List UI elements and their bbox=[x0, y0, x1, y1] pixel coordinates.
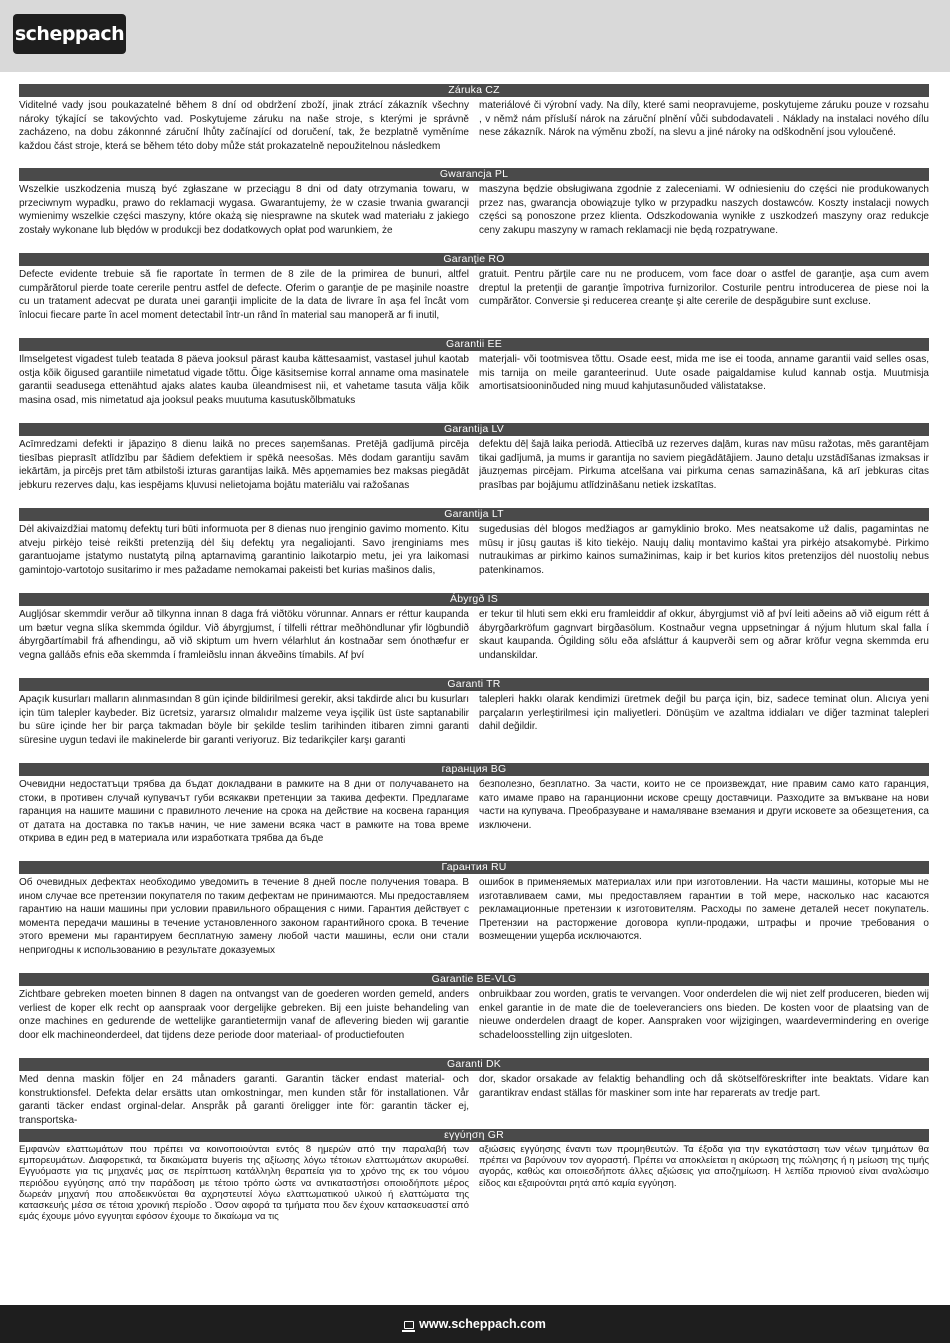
section-title: Gwarancja PL bbox=[19, 168, 929, 181]
section-cz bbox=[19, 84, 929, 153]
section-title: Garantie BE-VLG bbox=[19, 973, 929, 986]
section-gr bbox=[19, 1129, 929, 1222]
section-text-left: Ilmselgetest vigadest tuleb teatada 8 päeva jooksul pärast kauba kättesaamist, vastasel juhul kaotab ostja kõik õigused garantiile nimetatud vigade tõttu. Õige käsitsemise korral anname oma masinatele garantii seadusega ettenähtud ajaks alates kauba üleandmisest nii, et vahetame tasuta välja kõik masina osad, mis nimetatud aja jooksul peaks muutuma kasutuskõlbmatuks bbox=[19, 354, 469, 406]
section-title: гаранция BG bbox=[19, 763, 929, 776]
section-text-left: Augljósar skemmdir verður að tilkynna innan 8 daga frá viðtöku vörunnar. Annars er réttur kaupanda um bætur vegna slíka skemmda ógildur. Við ábyrgjumst, í tilfelli réttrar meðhöndlunar yfir lögbundið ábyrgðartímabil frá afhendingu, að við skiptum um hvern vélarhlut án kostnaðar sem ónothæfur er vegna galláðs efnis eða skemmda í framleiðslu innan ákveðins tímabils. Af því bbox=[19, 609, 469, 661]
section-text-right: materjali- või tootmisvea tõttu. Osade eest, mida me ise ei tooda, anname garantii vaid selles osas, mis tarnija on meile garanteerinud. Uute osade paigaldamise kulud kannab ostja. Muutmisja amortisatsiooninõuded ning muud kahjutasunõuded välistatakse. bbox=[479, 354, 929, 393]
section-text-right: безполезно, безплатно. За части, които не се произвеждат, ние правим само като гаранция, като имаме право на гаранционни искове срещу доставчици. Разходите за вмъкване на нови части на купувача. Преобразуване и намаляване вземания и други исковете за обезщетения, са изключени. bbox=[479, 779, 929, 831]
computer-icon bbox=[404, 1321, 414, 1329]
section-text-left: Zichtbare gebreken moeten binnen 8 dagen na ontvangst van de goederen worden gemeld, anders verliest de koper elk recht op aanspraak voor dergelijke gebreken. Bij een juiste behandeling van onze machines en gedurende de wettelijke garantietermijn vanaf de aflevering bieden wij garantie door elk machineonderdeel, dat tijdens deze periode door materiaal- of productiefouten bbox=[19, 989, 469, 1041]
section-text-right: er tekur til hluti sem ekki eru framleiddir af okkur, ábyrgjumst við af því leiti aðeins að við eigum rétt á ábyrgðarkröfum gagnvart birgðasölum. Kostnaður vegna uppsetningar á nýjum hlutum skal falla í skaut kaupanda. Ógilding sölu eða afsláttur á kaupverði sem og aðrar kröfur vegna skemmda eru undanskildar. bbox=[479, 609, 929, 661]
section-be-vlg bbox=[19, 973, 929, 1042]
section-title: Garanti DK bbox=[19, 1058, 929, 1071]
section-title: Záruka CZ bbox=[19, 84, 929, 97]
section-title: Garantii EE bbox=[19, 338, 929, 351]
section-text-right: αξιώσεις εγγύησης έναντι των προμηθευτών. Τα έξοδα για την εγκατάσταση των νέων τμημάτων θα πρέπει να βαρύνουν τον αγοραστή. Πρέπει να αποκλείεται η ακύρωση της πώλησης ή η μείωση της τιμής αγοράς, καθώς και οποιεσδήποτε άλλες αξιώσεις για αποζημίωση. Η λεπίδα πριονιού είναι αναλώσιμο είδος και εξαιρούνται ρητά από καμία εγγύηση. bbox=[479, 1144, 929, 1189]
section-text-left: Acīmredzami defekti ir jāpaziņo 8 dienu laikā no preces saņemšanas. Pretējā gadījumā pircēja tiesības pieprasīt atlīdzību par šādiem defektiem ir spēkā neesošas. Mēs dodam garantiju savām iekārtām, ja pircējs pret tām atbilstoši izturas garantijas laikā. Mēs apņemamies bez maksas piegādāt jebkuru rezerves daļu, kas iespējams kļuvusi nelietojama bojātu materiālu vai ražošanas bbox=[19, 439, 469, 491]
section-title: Garanti TR bbox=[19, 678, 929, 691]
section-title: Garanţie RO bbox=[19, 253, 929, 266]
section-pl bbox=[19, 168, 929, 237]
section-text-right: gratuit. Pentru părţile care nu ne producem, vom face doar o astfel de garanţie, aşa cum avem dreptul la pretenţii de garanţie împotriva furnizorilor. Costurile pentru introducerea de piese noi la cumpărător. Conversie şi reducerea creanţe şi alte cererile de despăgubire sunt excluse. bbox=[479, 269, 929, 308]
section-text-left: Очевидни недостатъци трябва да бъдат докладвани в рамките на 8 дни от получаването на стоки, в противен случай купувачът губи всякакви претенции за такива дефекти. Предлагаме гаранция на нашите машини с правилното лечение на срока на действие на косвена гаранция от датата на доставка по такъв начин, че ние замени всяка част в рамките на това време открива в един ред в материала или изработката трябва да бъде bbox=[19, 779, 469, 845]
section-dk bbox=[19, 1058, 929, 1127]
section-text-right: talepleri hakkı olarak kendimizi üretmek değil bu parça için, biz, sadece teminat olun. Alıcıya yeni parçaların yerleştirilmesi için maliyetleri. Dönüşüm ve azaltma iddiaları ve diğer tazminat talepleri dahil değildir. bbox=[479, 694, 929, 733]
section-ro bbox=[19, 253, 929, 322]
section-bg bbox=[19, 763, 929, 846]
section-text-right: defektu dēļ šajā laika periodā. Attiecībā uz rezerves daļām, kuras nav mūsu ražotas, mēs garantējam tikai gadījumā, ja mums ir garantija no saviem piegādātājiem. Jauno detaļu uzstādīšanas izmaksas ir jāuzņemas pircējam. Pirkuma atcelšana vai pirkuma cenas samazināšana, kā arī jebkuras citas prasības par bojājumu atlīdzināšanu netiek izskatītas. bbox=[479, 439, 929, 491]
section-text-left: Εμφανών ελαττωμάτων που πρέπει να κοινοποιούνται εντός 8 ημερών από την παραλαβή των εμπορευμάτων. Διαφορετικά, τα δικαιώματα buyeris της αξίωσης λόγω τέτοιων ελαττωμάτων ακυρωθεί. Εγγυόμαστε για τις μηχανές μας σε περίπτωση κατάλληλη θεραπεία για το χρόνο της εκ του νόμου περιόδου εγγύησης από την παράδοση με τέτοιο τρόπο ώστε να αντικαταστήσει οποιοδήποτε μέρος δωρεάν μηχανή που αποδεικνύεται θα αχρηστευτεί λόγω ελαττωματικού υλικού ή ελαττώματα της κατασκευής μέσα σε τέτοια χρονική περίοδο . Όσον αφορά τα τμήματα που δεν έχουν κατασκευαστεί από εμάς έχουμε μόνο εγγυηται εφόσον έχουμε το δικαίωμα να τις bbox=[19, 1144, 469, 1223]
section-title: Гарантия RU bbox=[19, 861, 929, 874]
section-text-left: Apaçık kusurları malların alınmasından 8 gün içinde bildirilmesi gerekir, aksi takdirde alıcı bu kusurları için tüm talepler kaybeder. Biz ücretsiz, yararsız olmalıdır malzeme veya işçilik üst üste saptanabilir bu süre içinde her bir parça takmadan böyle bir şekilde teslim tarihinden itibaren zimni garanti süresine uygun tedavi ile makinelerde bir garanti veriyoruz. Biz tedarikçiler karşı garanti bbox=[19, 694, 469, 746]
section-title: εγγύηση GR bbox=[19, 1129, 929, 1142]
section-ee bbox=[19, 338, 929, 407]
section-text-left: Dėl akivaizdžiai matomų defektų turi būti informuota per 8 dienas nuo įrenginio gavimo momento. Kitu atveju pirkėjo teisė reikšti pretenziją dėl šių defektų yra negaliojanti. Savo įrenginiams mes garantuojame įstatymo nustatytą pilną aptarnavimą garantinio laikotarpio metu, jei yra laikomasi gamintojo-vartotojo susitarimo ir mes pažadame nemokamai pakeisti bet kurias mašinos dalis, bbox=[19, 524, 469, 576]
section-text-right: maszyna będzie obsługiwana zgodnie z zaleceniami. W odniesieniu do części nie produkowanych przez nas, gwarancja obowiązuje tylko w przypadku naszych dostawców. Koszty instalacji nowych części są ponoszone przez klienta. Odszkodowania wynikłe z uszkodzeń maszyny oraz redukcje ceny zakupu maszyny w ramach reklamacji nie będą rozpatrywane. bbox=[479, 184, 929, 236]
section-text-left: Wszelkie uszkodzenia muszą być zgłaszane w przeciągu 8 dni od daty otrzymania towaru, w przeciwnym wypadku, prawo do reklamacji wygasa. Gwarantujemy, że w czasie trwania gwarancji wymienimy wszelkie części maszyny, które okażą się niesprawne na skutek wad materiału z jakiego zostały wykonane lub błędów w produkcji bez dodatkowych opłat pod warunkiem, że bbox=[19, 184, 469, 236]
section-text-right: dor, skador orsakade av felaktig behandling och då skötselföreskrifter inte beaktats. Vidare kan garantikrav endast ställas för maskiner som inte har reparerats av tredje part. bbox=[479, 1074, 929, 1099]
section-lt bbox=[19, 508, 929, 577]
footer-bar bbox=[0, 1305, 950, 1343]
section-title: Ábyrgð IS bbox=[19, 593, 929, 606]
top-bar bbox=[0, 0, 950, 72]
section-text-left: Об очевидных дефектах необходимо уведомить в течение 8 дней после получения товара. В ином случае все претензии покупателя по таким дефектам не принимаются. Мы предоставляем гарантию на наши машины при условии правильного обращения с ними. Гарантия действует с момента передачи машины в течение установленного законом гарантийного срока. В течение этого времени мы гарантируем бесплатную замену любой части машины, если они стали непригодны к использованию в результате доказуемых bbox=[19, 877, 469, 956]
section-lv bbox=[19, 423, 929, 492]
section-text-left: Med denna maskin följer en 24 månaders garanti. Garantin täcker endast material- och konstruktionsfel. Defekta delar ersätts utan omkostningar, men kunden står för installationen. Vår garanti täcker endast orginal-delar. Anspråk på garanti öreligger inte för: garantin täcker ej, transportska- bbox=[19, 1074, 469, 1126]
section-is bbox=[19, 593, 929, 662]
section-text-right: sugedusias dėl blogos medžiagos ar gamyklinio broko. Mes neatsakome už dalis, pagamintas ne mūsų ir jūsų gautas iš kito tiekėjo. Naujų dalių montavimo kaštai yra pirkėjo atsakomybė. Pirkimo nutraukimas ar pirkimo kainos sumažinimas, kaip ir bet kurios kitos pretenzijos dėl nuostolių nebus patenkinamos. bbox=[479, 524, 929, 576]
scheppach-logo: scheppach bbox=[13, 14, 126, 54]
section-text-right: materiálové či výrobní vady. Na díly, které sami neopravujeme, poskytujeme záruku pouze v rozsahu , v němž nám přísluší nárok na záruční plnění vůči subdodavateli . Náklady na instalaci nového dílu nese zákazník. Nárok na výměnu zboží, na slevu a jiné nároky na odškodnění jsou vyloučené. bbox=[479, 100, 929, 139]
website-link[interactable]: www.scheppach.com bbox=[419, 1317, 546, 1331]
section-text-right: onbruikbaar zou worden, gratis te vervangen. Voor onderdelen die wij niet zelf produceren, bieden wij enkel garantie in de mate die de toeleveranciers ons bieden. De kosten voor de plaatsing van de nieuwe onderdelen draagt de koper. Aanspraken voor wijzigingen, waardevermindering en overige schadeloosstelling zijn uitgesloten. bbox=[479, 989, 929, 1041]
section-text-left: Viditelné vady jsou poukazatelné během 8 dní od obdržení zboží, jinak ztrácí zákazník všechny nároky týkající se takovýchto vad. Poskytujeme záruku na naše stroje, s kterými je správně zacházeno, na dobu zákonnné záruční lhůty začínající od doručení, tak, že bezplatně vyměníme každou část stroje, která se během této doby může stát prokazatelně nepoužitelnou následkem bbox=[19, 100, 469, 152]
section-title: Garantija LT bbox=[19, 508, 929, 521]
section-tr bbox=[19, 678, 929, 747]
section-ru bbox=[19, 861, 929, 958]
section-text-left: Defecte evidente trebuie să fie raportate în termen de 8 zile de la primirea de bunuri, altfel cumpărătorul pierde toate cererile pentru astfel de defecte. Oferim o garanţie de pe maşinile noastre cu un tratament adecvat pe durata unei garanţii implicite de la data de livrare în aşa fel încât vom înlocui fiecare parte în acel moment detectabil într-un rând în material sau manoperă ar fi inutil, bbox=[19, 269, 469, 321]
section-title: Garantija LV bbox=[19, 423, 929, 436]
section-text-right: ошибок в применяемых материалах или при изготовлении. На части машины, которые мы не изготавливаем сами, мы предоставляем гарантии в той мере, насколько нас касаются рекламационные претензии к изготовителям. Расходы по замене деталей несет покупатель. Претензии на расторжение договора купли-продажи, штрафы и прочие требования о возмещении ущерба исключаются. bbox=[479, 877, 929, 943]
